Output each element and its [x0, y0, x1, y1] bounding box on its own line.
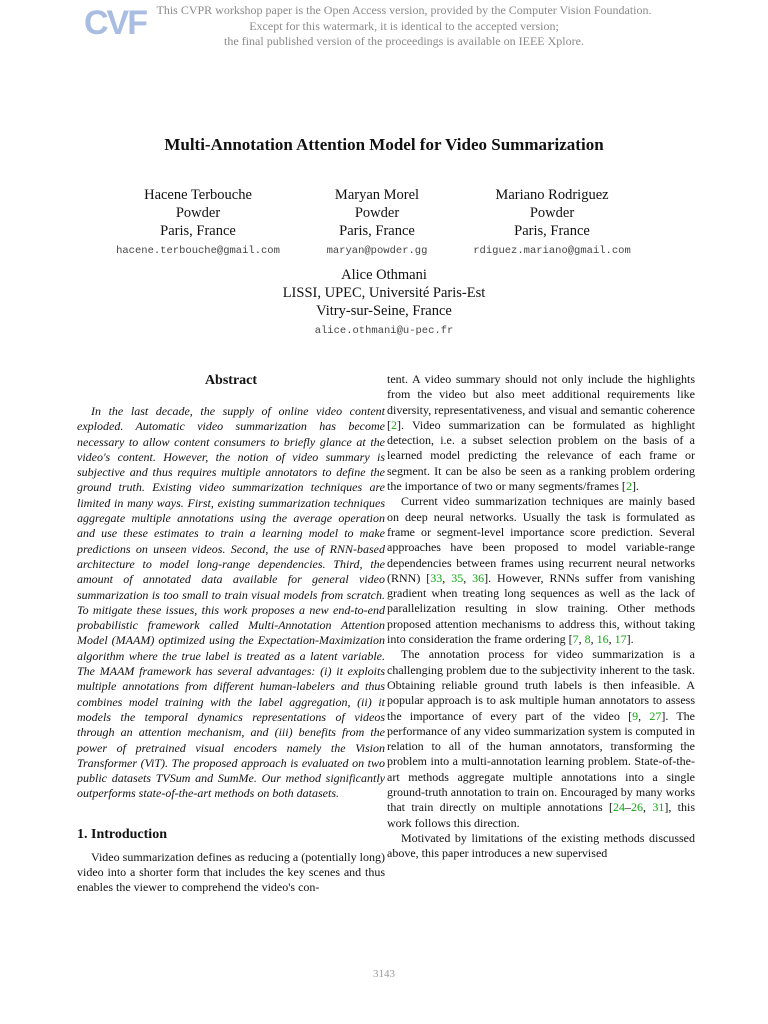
citation-link[interactable]: 31: [652, 800, 665, 815]
author-name: Maryan Morel: [334, 187, 420, 203]
citation-link[interactable]: 8: [584, 632, 591, 647]
watermark-line: This CVPR workshop paper is the Open Access version, provided by the Computer Vision Foundation.: [156, 3, 652, 17]
abstract-text: In the last decade, the supply of online video content exploded. Automatic video summarization has become necessary to allow content consumers to briefly glance at the video's content. However, the notion of video summary is subjective and thus requires multiple annotators to define the ground truth. Existing video summarization techniques are limited in many ways. First, existing summarization techniques aggregate multiple annotations using the average operation and use these estimates to train a learning model to make predictions on unseen videos. Second, the use of RNN-based architecture to model long-range dependencies. Third, the amount of annotated data available for general video summarization is too small to train visual models from scratch. To mitigate these issues, this work proposes a new end-to-end probabilistic framework called Multi-Annotation Attention Model (MAAM) optimized using the Expectation-Maximization algorithm where the true label is treated as a latent variable. The MAAM framework has several advantages: (i) it exploits multiple annotations from different human-labelers and thus combines model training with the label aggregation, (ii) it models the temporal dynamics representations of videos through an attention mechanism, and (iii) benefits from the power of pretrained visual encoders namely the Vision Transformer (ViT). The proposed approach is evaluated on two public datasets TVSum and SumMe. Our method significantly outperforms state-of-the-art methods on both datasets.: [77, 404, 385, 801]
author-email[interactable]: alice.othmani@u-pec.fr: [314, 325, 454, 337]
author-affiliation: Powder: [354, 205, 400, 221]
introduction-heading: 1. Introduction: [77, 826, 167, 842]
author-email[interactable]: hacene.terbouche@gmail.com: [116, 245, 280, 257]
citation-link[interactable]: 17: [614, 632, 627, 647]
author-block: [432, 186, 672, 260]
intro-paragraph: Current video summarization techniques are mainly based on deep neural networks. Usually the task is formulated as frame or segment-level importance score prediction. Several approaches have been proposed to model variable-range dependencies between frames using recurrent neural networks (RNN) [33, 35, 36]. However, RNNs suffer from vanishing gradient when treating long sequences as well as the lack of parallelization resulting in slow training. Other methods proposed attention mechanisms to address this, without taking into consideration the frame ordering [7, 8, 16, 17].: [387, 494, 696, 647]
author-block: [254, 266, 514, 340]
author-location: Paris, France: [339, 223, 415, 239]
citation-link[interactable]: 7: [572, 632, 579, 647]
citation-link[interactable]: 26: [630, 800, 643, 815]
author-email[interactable]: maryan@powder.gg: [326, 245, 428, 257]
author-name: Mariano Rodriguez: [495, 187, 609, 203]
citation-link[interactable]: 16: [596, 632, 609, 647]
author-location: Paris, France: [160, 223, 236, 239]
citation-link[interactable]: 9: [632, 708, 639, 723]
watermark-line: the final published version of the proceedings is available on IEEE Xplore.: [224, 34, 584, 48]
citation-link[interactable]: 24: [612, 800, 625, 815]
page-number: 3143: [373, 968, 395, 980]
abstract-heading: Abstract: [204, 373, 258, 388]
author-affiliation: Powder: [175, 205, 221, 221]
citation-link[interactable]: 27: [649, 708, 662, 723]
intro-paragraph: Video summarization defines as reducing a (potentially long) video into a shorter form that includes the key scenes and thus enables the viewer to comprehend the video's con-: [77, 849, 385, 895]
citation-link[interactable]: 2: [625, 479, 632, 494]
author-name: Hacene Terbouche: [144, 187, 252, 203]
paper-title: Multi-Annotation Attention Model for Video Summarization: [164, 135, 604, 154]
author-affiliation: Powder: [529, 205, 575, 221]
intro-paragraph: tent. A video summary should not only include the highlights from the video but also meet additional requirements like diversity, representativeness, and visual and semantic coherence [2]. Video summarization can be formulated as highlight detection, i.e. a subset selection problem on the basis of a learned model predicting the relevance of each frame or segment. It can be also be seen as a ranking problem ordering the importance of two or many segments/frames [2].: [387, 372, 695, 494]
intro-paragraph: The annotation process for video summarization is a challenging problem due to the subjectivity inherent to the task. Obtaining reliable ground truth labels is then infeasible. A popular approach is to ask multiple human annotators to assess the importance of every part of the video [9, 27]. The performance of any video summarization system is computed in relation to all of the human annotators, transforming the problem into a multi-annotation learning problem. State-of-the-art methods aggregate multiple annotations into a single ground-truth annotation to train on. Encouraged by many works that train directly on multiple annotations [24–26, 31], this work follows this direction.: [387, 647, 696, 830]
right-column: [387, 372, 695, 862]
citation-link[interactable]: 36: [472, 570, 485, 585]
intro-paragraph: Motivated by limitations of the existing methods discussed above, this paper introduces a new supervised: [387, 830, 695, 861]
author-email[interactable]: rdiguez.mariano@gmail.com: [473, 245, 631, 257]
author-location: Paris, France: [514, 223, 590, 239]
cvf-logo: CVF: [84, 4, 146, 42]
author-affiliation: LISSI, UPEC, Université Paris-Est: [282, 285, 486, 301]
author-location: Vitry-sur-Seine, France: [316, 303, 452, 319]
watermark-line: Except for this watermark, it is identical to the accepted version;: [249, 18, 559, 33]
author-name: Alice Othmani: [341, 267, 427, 283]
citation-link[interactable]: 33: [430, 570, 443, 585]
open-access-watermark: [130, 3, 678, 50]
left-column: [77, 372, 385, 896]
citation-link[interactable]: 35: [451, 570, 464, 585]
citation-link[interactable]: 2: [391, 417, 397, 432]
